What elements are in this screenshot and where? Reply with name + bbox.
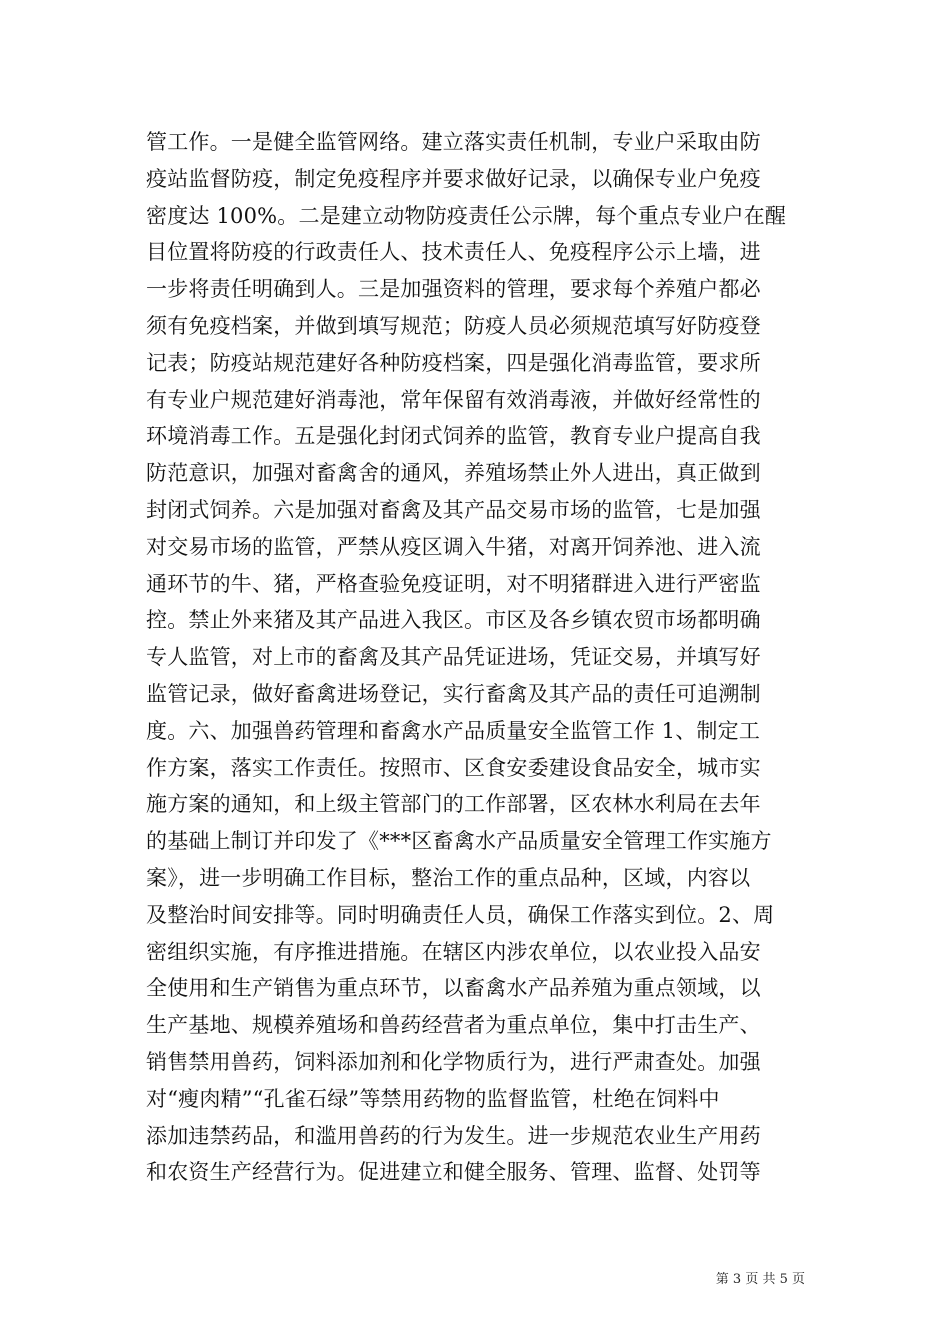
text-line: 添加违禁药品，和滥用兽药的行为发生。进一步规范农业生产用药 — [146, 1123, 761, 1148]
text-line: 密组织实施，有序推进措施。在辖区内涉农单位，以农业投入品安 — [146, 939, 761, 964]
text-line: 封闭式饲养。六是加强对畜禽及其产品交易市场的监管，七是加强 — [146, 497, 761, 522]
text-line: 案》，进一步明确工作目标，整治工作的重点品种，区域，内容以 — [146, 865, 751, 890]
text-line: 和农资生产经营行为。促进建立和健全服务、管理、监督、处罚等 — [146, 1160, 761, 1185]
body-text — [146, 124, 816, 1191]
text-line: 控。禁止外来猪及其产品进入我区。市区及各乡镇农贸市场都明确 — [146, 608, 761, 633]
text-line: 销售禁用兽药，饲料添加剂和化学物质行为，进行严肃查处。加强 — [146, 1049, 761, 1074]
text-line: 记表；防疫站规范建好各种防疫档案，四是强化消毒监管，要求所 — [146, 350, 761, 375]
page-number-footer: 第 3 页 共 5 页 — [715, 1272, 805, 1287]
text-line: 须有免疫档案，并做到填写规范；防疫人员必须规范填写好防疫登 — [146, 313, 761, 338]
text-line: 疫站监督防疫，制定免疫程序并要求做好记录，以确保专业户免疫 — [146, 166, 761, 191]
text-line: 一步将责任明确到人。三是加强资料的管理，要求每个养殖户都必 — [146, 277, 761, 302]
text-line: 监管记录，做好畜禽进场登记，实行畜禽及其产品的责任可追溯制 — [146, 681, 761, 706]
text-line: 有专业户规范建好消毒池，常年保留有效消毒液，并做好经常性的 — [146, 387, 761, 412]
text-line: 目位置将防疫的行政责任人、技术责任人、免疫程序公示上墙，进 — [146, 240, 761, 265]
text-line: 度。六、加强兽药管理和畜禽水产品质量安全监管工作 1、制定工 — [146, 718, 761, 743]
text-line: 专人监管，对上市的畜禽及其产品凭证进场，凭证交易，并填写好 — [146, 645, 761, 670]
text-line: 生产基地、规模养殖场和兽药经营者为重点单位，集中打击生产、 — [146, 1013, 761, 1038]
text-line: 密度达 100%。二是建立动物防疫责任公示牌，每个重点专业户在醒 — [146, 203, 787, 228]
text-line: 全使用和生产销售为重点环节，以畜禽水产品养殖为重点领域，以 — [146, 976, 761, 1001]
text-line: 防范意识，加强对畜禽舍的通风，养殖场禁止外人进出，真正做到 — [146, 461, 761, 486]
text-line: 及整治时间安排等。同时明确责任人员，确保工作落实到位。2、周 — [146, 902, 775, 927]
text-line: 环境消毒工作。五是强化封闭式饲养的监管，教育专业户提高自我 — [146, 424, 761, 449]
text-line: 对“瘦肉精”“孔雀石绿”等禁用药物的监督监管，杜绝在饲料中 — [146, 1086, 720, 1111]
text-line: 对交易市场的监管，严禁从疫区调入牛猪，对离开饲养池、进入流 — [146, 534, 761, 559]
text-line: 管工作。一是健全监管网络。建立落实责任机制，专业户采取由防 — [146, 130, 761, 154]
text-line: 施方案的通知，和上级主管部门的工作部署，区农林水利局在去年 — [146, 792, 761, 817]
text-line: 通环节的牛、猪，严格查验免疫证明，对不明猪群进入进行严密监 — [146, 571, 761, 596]
text-line: 的基础上制订并印发了《***区畜禽水产品质量安全管理工作实施方 — [146, 829, 772, 854]
text-line: 作方案，落实工作责任。按照市、区食安委建设食品安全，城市实 — [146, 755, 761, 780]
